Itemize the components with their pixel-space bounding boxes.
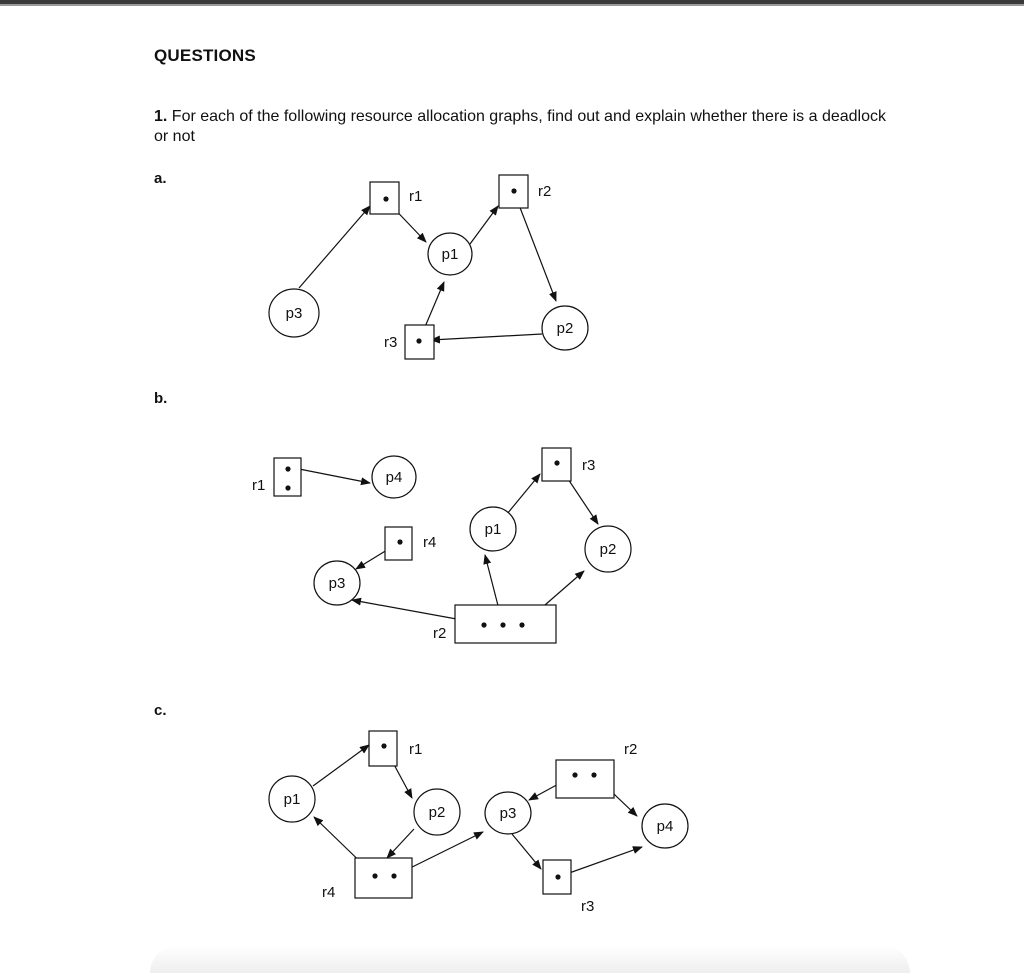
graph-c-edge-p1-r1	[313, 745, 369, 786]
graph-b-resource-r2	[455, 605, 556, 643]
graph-a-r2-instance	[511, 188, 516, 193]
graph-c-p3-label: p3	[499, 805, 517, 822]
graph-b-r2-instance-2	[500, 622, 505, 627]
graph-c-r3-label: r3	[581, 898, 595, 915]
graph-a-edge-p2-r3	[431, 334, 542, 340]
graph-a-r2-label: r2	[538, 183, 552, 200]
graph-c-edge-p2-r4	[387, 829, 414, 858]
part-c-label: c.	[154, 702, 167, 719]
graph-b-r4-label: r4	[423, 534, 437, 551]
graph-b-p2-label: p2	[599, 541, 617, 558]
graph-c-r4-instance-1	[372, 873, 377, 878]
graph-c-edge-p3-r3	[512, 834, 541, 869]
graph-c-r2-label: r2	[624, 741, 638, 758]
graph-c-r4-instance-2	[391, 873, 396, 878]
graph-b-p1-label: p1	[484, 521, 502, 538]
question-text: For each of the following resource allocation graphs, find out and explain whether there is a deadlock or not	[154, 108, 887, 145]
graph-c-resource-r1	[369, 731, 397, 766]
graph-c-resource-r4	[355, 858, 412, 898]
page-heading: QUESTIONS	[154, 46, 256, 65]
graph-a-r3-label: r3	[384, 334, 398, 351]
graph-b-p4-label: p4	[385, 469, 403, 486]
graph-c-r3-instance	[555, 874, 560, 879]
page-bottom-shadow	[150, 945, 910, 973]
graph-a-r3-instance	[416, 338, 421, 343]
graph-b-r1-instance-2	[285, 485, 290, 490]
graph-b-r2-instance-1	[481, 622, 486, 627]
graph-c	[269, 731, 688, 915]
graph-b	[252, 448, 631, 643]
graph-c-p4-label: p4	[656, 818, 674, 835]
graph-a-p2-label: p2	[556, 320, 574, 337]
graph-a-edge-p1-r2	[470, 206, 498, 244]
graph-b-r3-label: r3	[582, 457, 596, 474]
graph-c-r1-instance	[381, 743, 386, 748]
graph-c-r2-instance-2	[591, 772, 596, 777]
graph-b-edge-p1-r3	[507, 474, 540, 514]
graph-c-r4-label: r4	[322, 884, 336, 901]
graph-b-p3-label: p3	[328, 575, 346, 592]
graph-a-r1-label: r1	[409, 188, 423, 205]
graph-b-r3-instance	[554, 460, 559, 465]
graph-c-p2-label: p2	[428, 804, 446, 821]
part-b-label: b.	[154, 390, 168, 407]
graph-b-r2-label: r2	[433, 625, 447, 642]
graph-c-r1-label: r1	[409, 741, 423, 758]
graph-a	[269, 175, 588, 359]
graph-b-r2-instance-3	[519, 622, 524, 627]
part-a-label: a.	[154, 170, 167, 187]
graph-a-r1-instance	[383, 196, 388, 201]
graph-b-r1-label: r1	[252, 477, 266, 494]
graph-a-p3-label: p3	[285, 305, 303, 322]
graph-a-p1-label: p1	[441, 246, 459, 263]
graph-c-r2-instance-1	[572, 772, 577, 777]
graph-c-resource-r2	[556, 760, 614, 798]
question-number: 1.	[154, 108, 168, 125]
graph-a-edge-p3-r1	[299, 206, 370, 288]
graph-c-p1-label: p1	[283, 791, 301, 808]
graph-b-r1-instance-1	[285, 466, 290, 471]
graph-b-r4-instance	[397, 539, 402, 544]
